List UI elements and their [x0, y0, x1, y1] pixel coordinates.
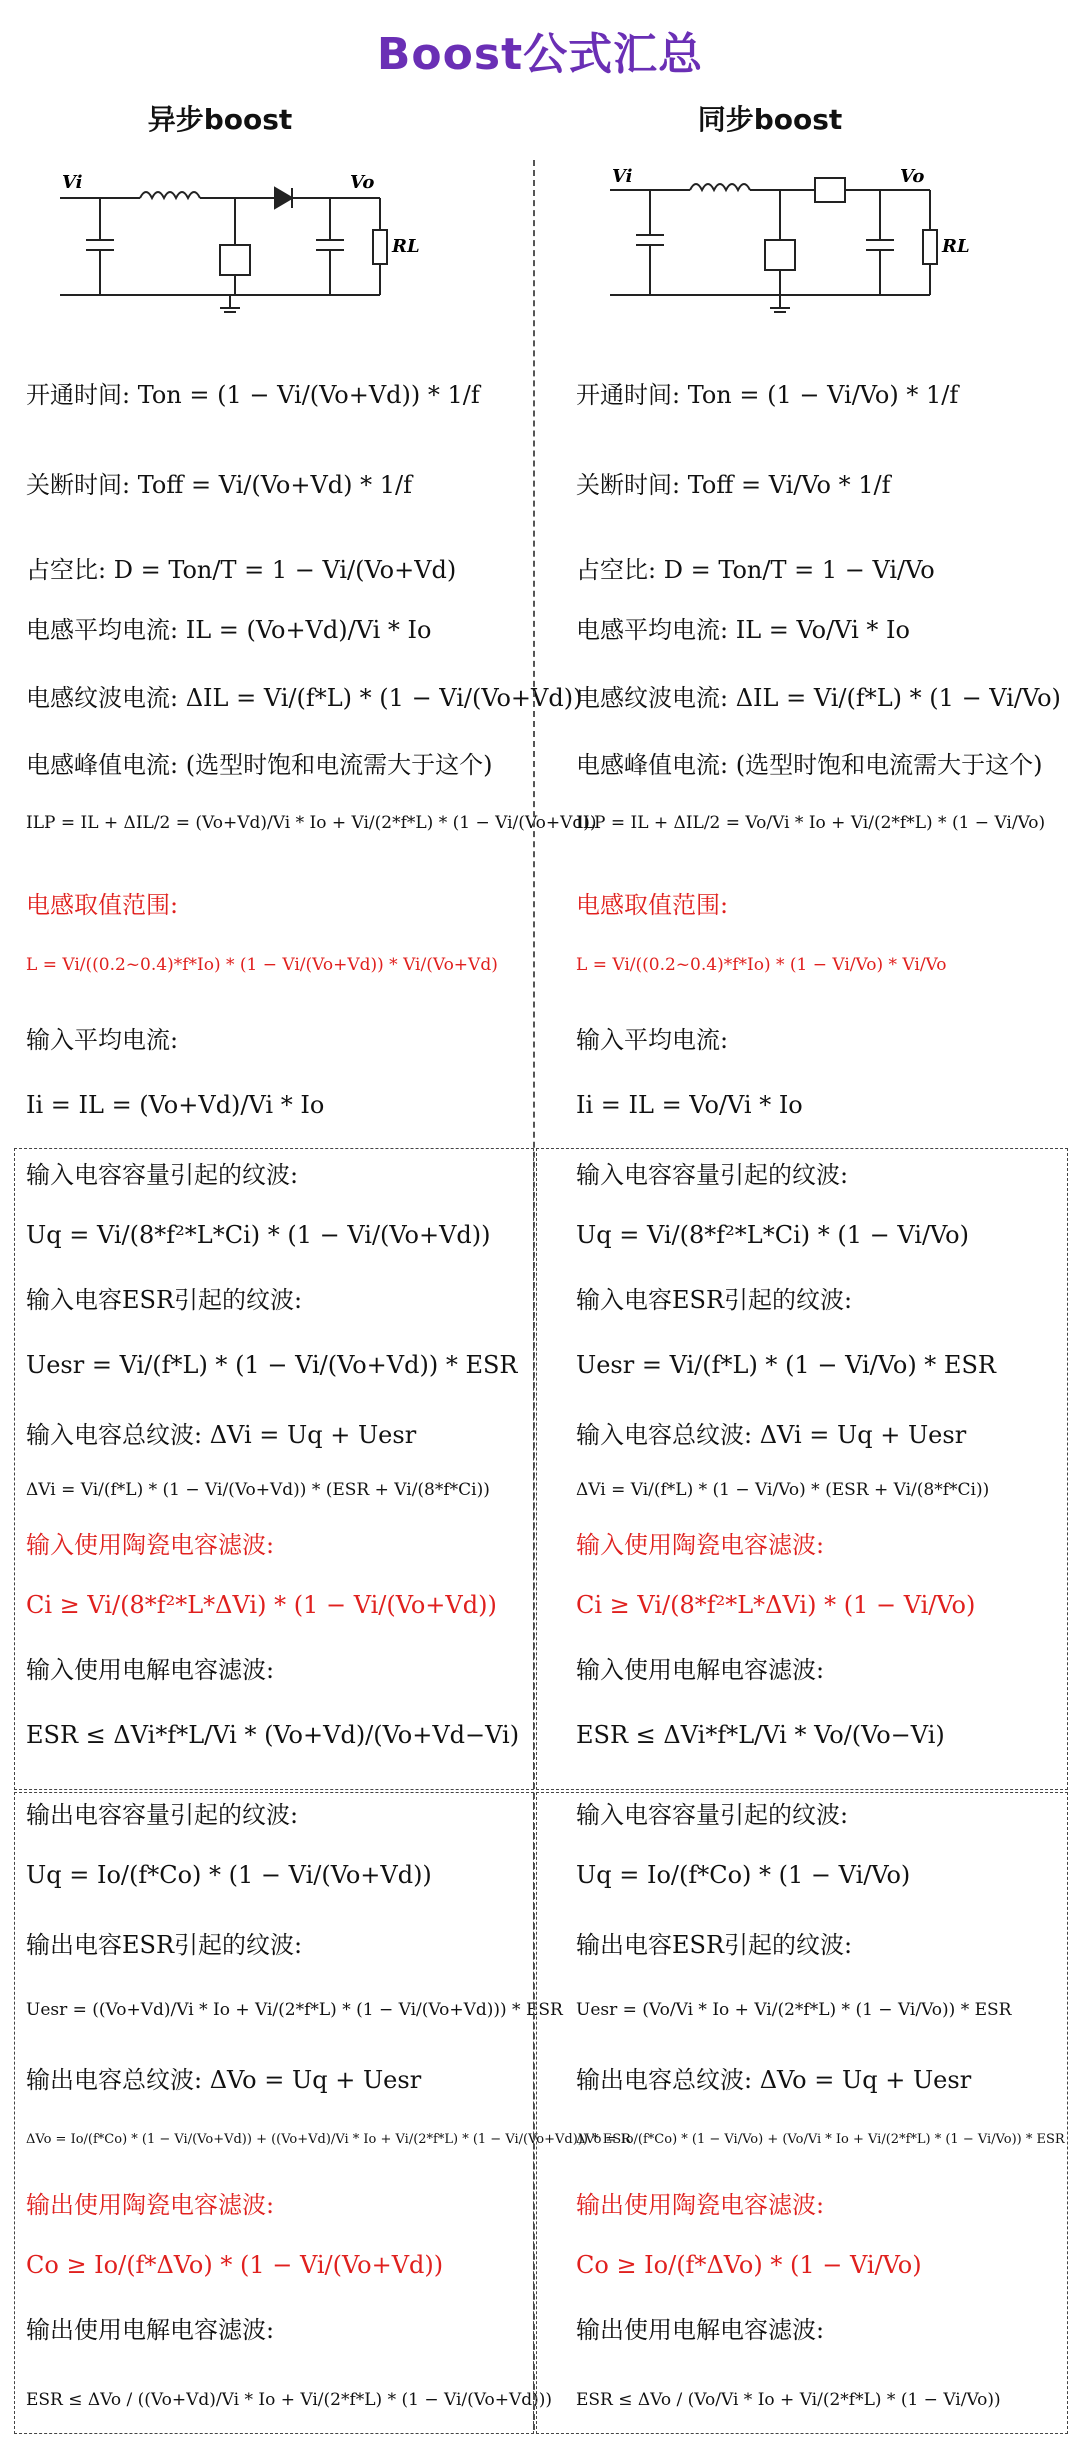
right-formula-peak_label: 电感峰值电流: (选型时饱和电流需大于这个)	[576, 751, 1043, 779]
right-formula-lrange: L = Vi/((0.2~0.4)*f*Io) * (1 − Vi/Vo) * Vi/Vo	[576, 955, 947, 975]
right-formula-esro2: ESR ≤ ΔVo / (Vo/Vi * Io + Vi/(2*f*L) * (1 − Vi/Vo))	[576, 2390, 1001, 2410]
right-formula-co_label: 输出使用陶瓷电容滤波:	[576, 2191, 825, 2219]
left-formula-ci_label: 输入使用陶瓷电容滤波:	[26, 1531, 275, 1559]
right-formula-uq_label: 输入电容容量引起的纹波:	[576, 1161, 849, 1189]
left-formula-esr_label: 输入电容ESR引起的纹波:	[26, 1286, 303, 1314]
page-title: Boost公式汇总	[376, 29, 704, 80]
left-formula-ci: Ci ≥ Vi/(8*f²*L*ΔVi) * (1 − Vi/(Vo+Vd))	[26, 1591, 497, 1619]
right-formula-uqo_label: 输入电容容量引起的纹波:	[576, 1801, 849, 1829]
right-formula-ii_label: 输入平均电流:	[576, 1026, 729, 1054]
left-formula-ton: 开通时间: Ton = (1 − Vi/(Vo+Vd)) * 1/f	[26, 381, 480, 409]
right-formula-uesr: Uesr = Vi/(f*L) * (1 − Vi/Vo) * ESR	[576, 1351, 996, 1379]
right-formula-co: Co ≥ Io/(f*ΔVo) * (1 − Vi/Vo)	[576, 2251, 922, 2279]
left-formula-esri: ESR ≤ ΔVi*f*L/Vi * (Vo+Vd)/(Vo+Vd−Vi)	[26, 1721, 520, 1749]
right-formula-esri_label: 输入使用电解电容滤波:	[576, 1656, 825, 1684]
async-boost-heading: 异步boost	[147, 103, 293, 136]
left-formula-lrange: L = Vi/((0.2~0.4)*f*Io) * (1 − Vi/(Vo+Vd)) * Vi/(Vo+Vd)	[26, 955, 498, 975]
left-formula-lrange_label: 电感取值范围:	[26, 891, 179, 919]
vin-label: Vi	[612, 166, 633, 187]
left-formula-esro2_label: 输出使用电解电容滤波:	[26, 2316, 275, 2344]
left-formula-esro2: ESR ≤ ΔVo / ((Vo+Vd)/Vi * Io + Vi/(2*f*L) * (1 − Vi/(Vo+Vd)))	[26, 2390, 553, 2410]
sync-boost-circuit-diagram	[600, 160, 980, 320]
right-formula-lrange_label: 电感取值范围:	[576, 891, 729, 919]
left-formula-toff: 关断时间: Toff = Vi/(Vo+Vd) * 1/f	[26, 471, 413, 499]
right-formula-esro2_label: 输出使用电解电容滤波:	[576, 2316, 825, 2344]
load-label: RL	[942, 236, 970, 257]
right-formula-esri: ESR ≤ ΔVi*f*L/Vi * Vo/(Vo−Vi)	[576, 1721, 945, 1749]
left-formula-uq: Uq = Vi/(8*f²*L*Ci) * (1 − Vi/(Vo+Vd))	[26, 1221, 491, 1249]
right-formula-dvo: ΔVo = Io/(f*Co) * (1 − Vi/Vo) + (Vo/Vi * Io + Vi/(2*f*L) * (1 − Vi/Vo)) * ESR	[576, 2132, 1065, 2147]
left-formula-dvi: ΔVi = Vi/(f*L) * (1 − Vi/(Vo+Vd)) * (ESR + Vi/(8*f*Ci))	[26, 1480, 490, 1500]
left-formula-dil: 电感纹波电流: ΔIL = Vi/(f*L) * (1 − Vi/(Vo+Vd))	[26, 684, 583, 712]
right-formula-dvi_label: 输入电容总纹波: ΔVi = Uq + Uesr	[576, 1421, 967, 1449]
right-formula-dil: 电感纹波电流: ΔIL = Vi/(f*L) * (1 − Vi/Vo)	[576, 684, 1061, 712]
left-formula-ii_label: 输入平均电流:	[26, 1026, 179, 1054]
left-formula-uesro: Uesr = ((Vo+Vd)/Vi * Io + Vi/(2*f*L) * (1 − Vi/(Vo+Vd))) * ESR	[26, 2000, 563, 2020]
left-formula-il: 电感平均电流: IL = (Vo+Vd)/Vi * Io	[26, 616, 432, 644]
left-formula-uqo: Uq = Io/(f*Co) * (1 − Vi/(Vo+Vd))	[26, 1861, 432, 1889]
vout-label: Vo	[350, 172, 375, 193]
left-formula-co: Co ≥ Io/(f*ΔVo) * (1 − Vi/(Vo+Vd))	[26, 2251, 444, 2279]
left-formula-uesr: Uesr = Vi/(f*L) * (1 − Vi/(Vo+Vd)) * ESR	[26, 1351, 518, 1379]
right-formula-ci_label: 输入使用陶瓷电容滤波:	[576, 1531, 825, 1559]
async-boost-circuit-diagram	[50, 160, 430, 320]
vin-label: Vi	[62, 172, 83, 193]
left-formula-uq_label: 输入电容容量引起的纹波:	[26, 1161, 299, 1189]
right-formula-dvo_label: 输出电容总纹波: ΔVo = Uq + Uesr	[576, 2066, 972, 2094]
left-formula-ii: Ii = IL = (Vo+Vd)/Vi * Io	[26, 1091, 325, 1119]
right-formula-esr_label: 输入电容ESR引起的纹波:	[576, 1286, 853, 1314]
right-formula-toff: 关断时间: Toff = Vi/Vo * 1/f	[576, 471, 891, 499]
left-formula-dvi_label: 输入电容总纹波: ΔVi = Uq + Uesr	[26, 1421, 417, 1449]
left-formula-esro_label: 输出电容ESR引起的纹波:	[26, 1931, 303, 1959]
right-formula-ii: Ii = IL = Vo/Vi * Io	[576, 1091, 803, 1119]
left-formula-duty: 占空比: D = Ton/T = 1 − Vi/(Vo+Vd)	[26, 556, 457, 584]
left-formula-dvo_label: 输出电容总纹波: ΔVo = Uq + Uesr	[26, 2066, 422, 2094]
right-formula-peak: ILP = IL + ΔIL/2 = Vo/Vi * Io + Vi/(2*f*L) * (1 − Vi/Vo)	[576, 813, 1046, 833]
right-formula-uq: Uq = Vi/(8*f²*L*Ci) * (1 − Vi/Vo)	[576, 1221, 969, 1249]
load-label: RL	[392, 236, 420, 257]
left-output-capacitor-box	[14, 1792, 534, 2434]
left-formula-peak: ILP = IL + ΔIL/2 = (Vo+Vd)/Vi * Io + Vi/(2*f*L) * (1 − Vi/(Vo+Vd))	[26, 813, 597, 833]
right-formula-ton: 开通时间: Ton = (1 − Vi/Vo) * 1/f	[576, 381, 959, 409]
right-formula-duty: 占空比: D = Ton/T = 1 − Vi/Vo	[576, 556, 935, 584]
right-output-capacitor-box	[536, 1792, 1068, 2434]
left-formula-esri_label: 输入使用电解电容滤波:	[26, 1656, 275, 1684]
right-formula-uesro: Uesr = (Vo/Vi * Io + Vi/(2*f*L) * (1 − Vi/Vo)) * ESR	[576, 2000, 1012, 2020]
left-input-capacitor-box	[14, 1148, 534, 1790]
left-formula-uqo_label: 输出电容容量引起的纹波:	[26, 1801, 299, 1829]
right-formula-esro_label: 输出电容ESR引起的纹波:	[576, 1931, 853, 1959]
left-formula-co_label: 输出使用陶瓷电容滤波:	[26, 2191, 275, 2219]
left-formula-dvo: ΔVo = Io/(f*Co) * (1 − Vi/(Vo+Vd)) + ((Vo+Vd)/Vi * Io + Vi/(2*f*L) * (1 − Vi/(Vo+Vd))) * ESR	[26, 2132, 631, 2147]
right-formula-ci: Ci ≥ Vi/(8*f²*L*ΔVi) * (1 − Vi/Vo)	[576, 1591, 976, 1619]
right-formula-uqo: Uq = Io/(f*Co) * (1 − Vi/Vo)	[576, 1861, 911, 1889]
left-formula-peak_label: 电感峰值电流: (选型时饱和电流需大于这个)	[26, 751, 493, 779]
right-formula-il: 电感平均电流: IL = Vo/Vi * Io	[576, 616, 910, 644]
right-formula-dvi: ΔVi = Vi/(f*L) * (1 − Vi/Vo) * (ESR + Vi/(8*f*Ci))	[576, 1480, 990, 1500]
vout-label: Vo	[900, 166, 925, 187]
sync-boost-heading: 同步boost	[697, 103, 843, 136]
right-input-capacitor-box	[536, 1148, 1068, 1790]
